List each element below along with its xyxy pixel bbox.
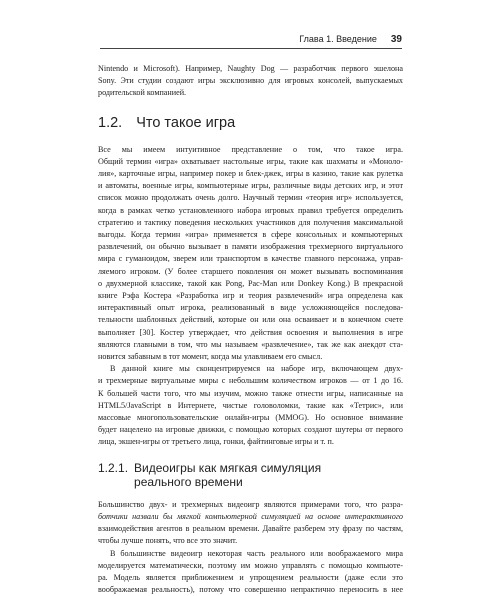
text-line: книге Рэфа Костера «Разработка игр и теория развлечений» игра определена как	[98, 290, 403, 302]
text-line: Все мы имеем интуитивное представление о том, что такое игра.	[98, 144, 403, 156]
subsection-paragraph-2	[98, 548, 403, 596]
subsection-number: 1.2.1.	[98, 461, 128, 489]
text-line: воображаемая реальность), потому что совершенно непрактично переносить в нее	[98, 584, 403, 596]
subsection-title	[134, 461, 321, 489]
text-line: когда в рамках четко установленного набора игровых правил требуется определить	[98, 205, 403, 217]
text-line: о двухмерной классике, такой как Pong, Pac-Man или Donkey Kong.) В прекрасной	[98, 278, 403, 290]
running-header	[100, 34, 402, 49]
text-line: родительской компанией.	[98, 87, 403, 99]
text-line: В большинстве видеоигр некоторая часть реального или воображаемого мира	[98, 548, 403, 560]
text-line: массовые многопользовательские онлайн-игры (MMOG). Но основное внимание	[98, 412, 403, 424]
subsection-heading	[98, 461, 403, 489]
text-line: лия», карточные игры, например покер и блек-джек, игры в казино, такие как рулетка	[98, 168, 403, 180]
subsection-title-line: реального времени	[134, 475, 321, 489]
text-line: и автоматы, военные игры, компьютерные игры, различные виды детских игр, и этот	[98, 180, 403, 192]
text-line: тельности шаблонных действий, которые он или она осваивает и в конечном счете	[98, 314, 403, 326]
text-line: чтобы лучше понять, что все это значит.	[98, 535, 403, 547]
text-line: моделируется математически, поэтому им можно управлять с помощью компьюте-	[98, 560, 403, 572]
text-line: список можно продолжать очень долго. Научный термин «теория игр» используется,	[98, 192, 403, 204]
text-line: К большей части того, что мы изучим, можно также отнести игры, написанные на	[98, 388, 403, 400]
intro-paragraph	[98, 63, 403, 100]
subsection-title-line: Видеоигры как мягкая симуляция	[134, 461, 321, 475]
section-title: Что такое игра	[136, 114, 235, 132]
text-line: мира с гуманоидом, зверем или транспортом в качестве главного персонажа, управ-	[98, 253, 403, 265]
text-line: ляемого игроком. (У более старшего поколения он может вызывать воспоминания	[98, 266, 403, 278]
text-line: стратегию и тактику поведения нескольких участников для получения максимальной	[98, 217, 403, 229]
section-heading	[98, 114, 403, 132]
text-line: интерактивный опыт игрока, реализованный в виде усложняющейся последова-	[98, 302, 403, 314]
text-line: выполняет [30]. Костер утверждает, что действия освоения и выполнения в игре	[98, 327, 403, 339]
page-body	[98, 63, 403, 596]
text-line: В данной книге мы сконцентрируемся на наборе игр, включающем двух-	[98, 363, 403, 375]
text-line: и трехмерные виртуальные миры с небольшим количеством игроков — от 1 до 16.	[98, 375, 403, 387]
text-line: новится забавным в тот момент, когда мы улавливаем его смысл.	[98, 351, 403, 363]
text-line: Sony. Эти студии создают игры эксклюзивно для игровых консолей, выпускаемых	[98, 75, 403, 87]
text-line: лица, экшен-игры от третьего лица, гонки, файтинговые игры и т. п.	[98, 436, 403, 448]
text-line: HTML5/JavaScript в Интернете, чистые головоломки, такие как «Тетрис», или	[98, 400, 403, 412]
text-line: будет нацелено на игровые движки, с помощью которых создают шутеры от первого	[98, 424, 403, 436]
section-paragraph-2	[98, 363, 403, 448]
text-line: Nintendo и Microsoft). Например, Naughty Dog — разработчик первого эшелона	[98, 63, 403, 75]
text-line: ра. Модель является приближением и упрощением реальности (даже если это	[98, 572, 403, 584]
chapter-title: Глава 1. Введение	[299, 34, 377, 44]
text-line: ботчики назвали бы мягкой компьютерной симуляцией на основе интерактивного	[98, 511, 403, 523]
text-line: выгоды. Когда термин «игра» применяется в сфере консольных и компьютерных	[98, 229, 403, 241]
page-number: 39	[391, 34, 402, 45]
text-line: Общий термин «игра» охватывает настольные игры, такие как шахматы и «Моноло-	[98, 156, 403, 168]
text-line: взаимодействия агентов в реальном времени. Давайте разберем эту фразу по частям,	[98, 523, 403, 535]
subsection-paragraph-1	[98, 499, 403, 548]
section-paragraph-1	[98, 144, 403, 364]
section-number: 1.2.	[98, 114, 122, 132]
text-line: являются главными в том, что мы называем «развлечение», так же как анекдот ста-	[98, 339, 403, 351]
text-line: Большинство двух- и трехмерных видеоигр являются примерами того, что разра-	[98, 499, 403, 511]
text-line: развлечений, он обычно вызывает в памяти изображения трехмерного виртуального	[98, 241, 403, 253]
